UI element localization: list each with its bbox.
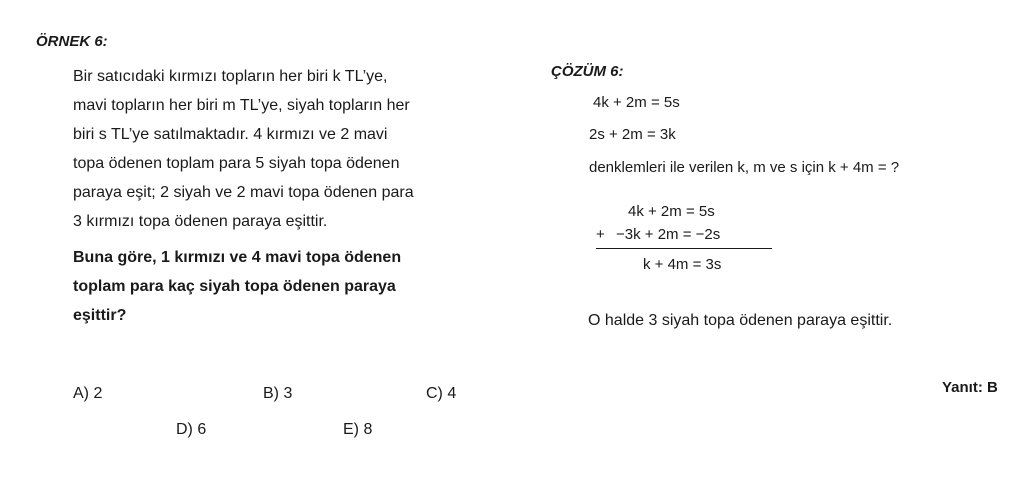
option-b[interactable]: B) 3	[263, 385, 293, 402]
system-text: denklemleri ile verilen k, m ve s için k + 4m = ?	[589, 159, 900, 176]
question-line: Buna göre, 1 kırmızı ve 4 mavi topa ödenen	[73, 249, 402, 266]
option-e[interactable]: E) 8	[343, 421, 373, 438]
solution-heading: ÇÖZÜM 6:	[551, 63, 624, 80]
sum-line-1: 4k + 2m = 5s	[628, 203, 715, 220]
problem-line: topa ödenen toplam para 5 siyah topa ödenen	[73, 155, 400, 172]
problem-line: Bir satıcıdaki kırmızı topların her biri k TL’ye,	[73, 68, 388, 85]
equation-1: 4k + 2m = 5s	[593, 94, 680, 111]
sum-result: k + 4m = 3s	[643, 256, 722, 273]
answer-label: Yanıt: B	[942, 379, 998, 396]
option-a[interactable]: A) 2	[73, 385, 103, 402]
problem-line: paraya eşit; 2 siyah ve 2 mavi topa ödenen para	[73, 184, 414, 201]
sum-line-2: −3k + 2m = −2s	[616, 226, 721, 243]
example-heading: ÖRNEK 6:	[36, 33, 108, 50]
option-c[interactable]: C) 4	[426, 385, 457, 402]
option-d[interactable]: D) 6	[176, 421, 207, 438]
problem-line: mavi topların her biri m TL’ye, siyah topların her	[73, 97, 410, 114]
equation-2: 2s + 2m = 3k	[589, 126, 676, 143]
plus-sign: +	[596, 226, 605, 243]
question-line: eşittir?	[73, 307, 127, 324]
sum-divider	[596, 248, 772, 249]
conclusion-text: O halde 3 siyah topa ödenen paraya eşittir.	[588, 312, 893, 329]
problem-line: 3 kırmızı topa ödenen paraya eşittir.	[73, 213, 328, 230]
problem-line: biri s TL’ye satılmaktadır. 4 kırmızı ve 2 mavi	[73, 126, 388, 143]
question-line: toplam para kaç siyah topa ödenen paraya	[73, 278, 396, 295]
